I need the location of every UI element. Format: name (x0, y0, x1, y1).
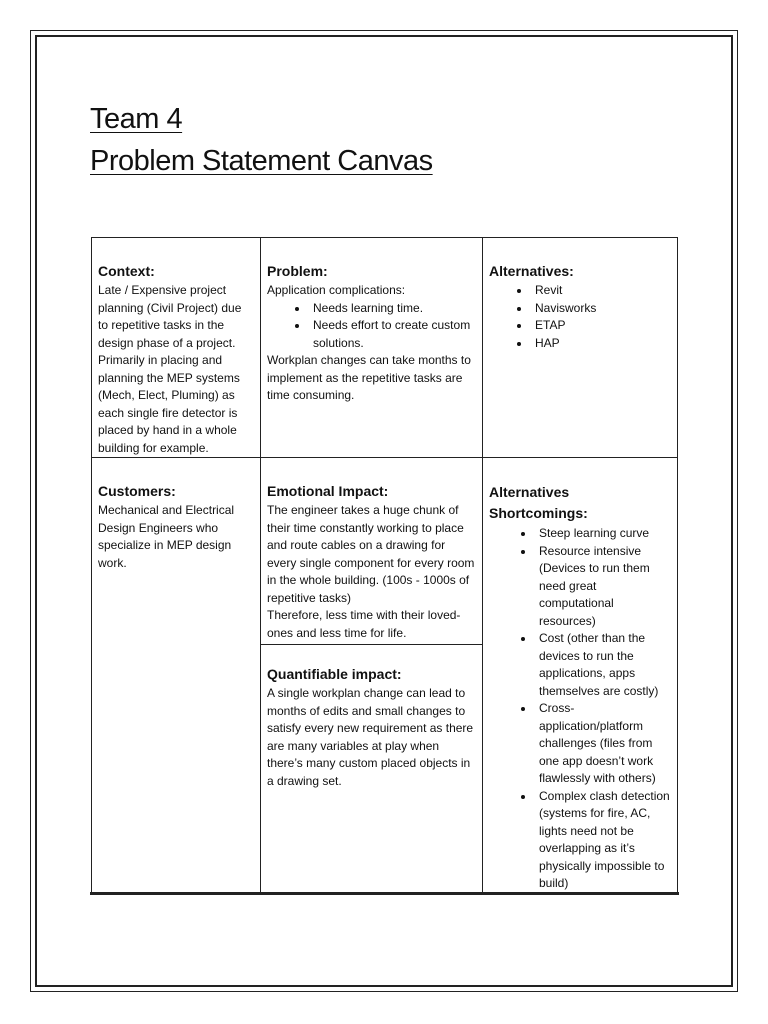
customers-heading: Customers: (98, 483, 176, 499)
list-item: • Navisworks (531, 300, 671, 318)
quantifiable-impact-cell (260, 644, 483, 893)
list-item: • HAP (531, 335, 671, 353)
context-body: Late / Expensive project planning (Civil Project) due to repetitive tasks in the design phase of a project. Primarily in placing and planning the MEP systems (Mech, Elect, Pluming) as each single fire detector is placed by hand in a whole building for example. (98, 283, 242, 455)
page-title (90, 98, 433, 182)
list-item: • Steep learning curve (535, 525, 671, 543)
problem-body: Workplan changes can take months to implement as the repetitive tasks are time consuming. (267, 353, 471, 402)
problem-list (267, 300, 476, 353)
emotional-impact-body-2: Therefore, less time with their loved-ones and less time for life. (267, 608, 461, 640)
title-canvas: Problem Statement Canvas (90, 145, 433, 177)
alternatives-list (489, 282, 671, 352)
list-item: • Needs learning time. (309, 300, 476, 318)
list-item: • Cross-application/platform challenges (files from one app doesn’t work flawlessly with others) (535, 700, 671, 788)
problem-cell (260, 237, 483, 458)
quantifiable-impact-heading: Quantifiable impact: (267, 666, 402, 682)
emotional-impact-cell (260, 457, 483, 645)
context-heading: Context: (98, 263, 155, 279)
context-cell (91, 237, 261, 458)
alternatives-shortcomings-heading: Alternatives Shortcomings: (489, 484, 588, 521)
list-item: • ETAP (531, 317, 671, 335)
emotional-impact-heading: Emotional Impact: (267, 483, 389, 499)
alternatives-shortcomings-cell (482, 457, 678, 893)
list-item: • Cost (other than the devices to run the applications, apps themselves are costly) (535, 630, 671, 700)
list-item: • Resource intensive (Devices to run them need great computational resources) (535, 543, 671, 631)
shortcomings-list (489, 525, 671, 893)
problem-heading: Problem: (267, 263, 328, 279)
list-item: • Complex clash detection (systems for fire, AC, lights need not be overlapping as it’s physically impossible to build) (535, 788, 671, 893)
emotional-impact-body: The engineer takes a huge chunk of their time constantly working to place and route cables on a drawing for every single component for every room in the whole building. (100s - 1000s of repetitive tasks) (267, 503, 475, 605)
list-item: • Needs effort to create custom solutions. (309, 317, 476, 352)
alternatives-heading: Alternatives: (489, 263, 574, 279)
list-item: • Revit (531, 282, 671, 300)
title-team: Team 4 (90, 103, 183, 135)
customers-body: Mechanical and Electrical Design Engineers who specialize in MEP design work. (98, 503, 235, 570)
customers-cell (91, 457, 261, 893)
quantifiable-impact-body: A single workplan change can lead to months of edits and small changes to satisfy every new requirement as there are many variables at play when there’s many custom placed objects in a drawing set. (267, 686, 474, 788)
table-bottom-rule (90, 892, 679, 895)
problem-intro: Application complications: (267, 283, 406, 297)
alternatives-cell (482, 237, 678, 458)
